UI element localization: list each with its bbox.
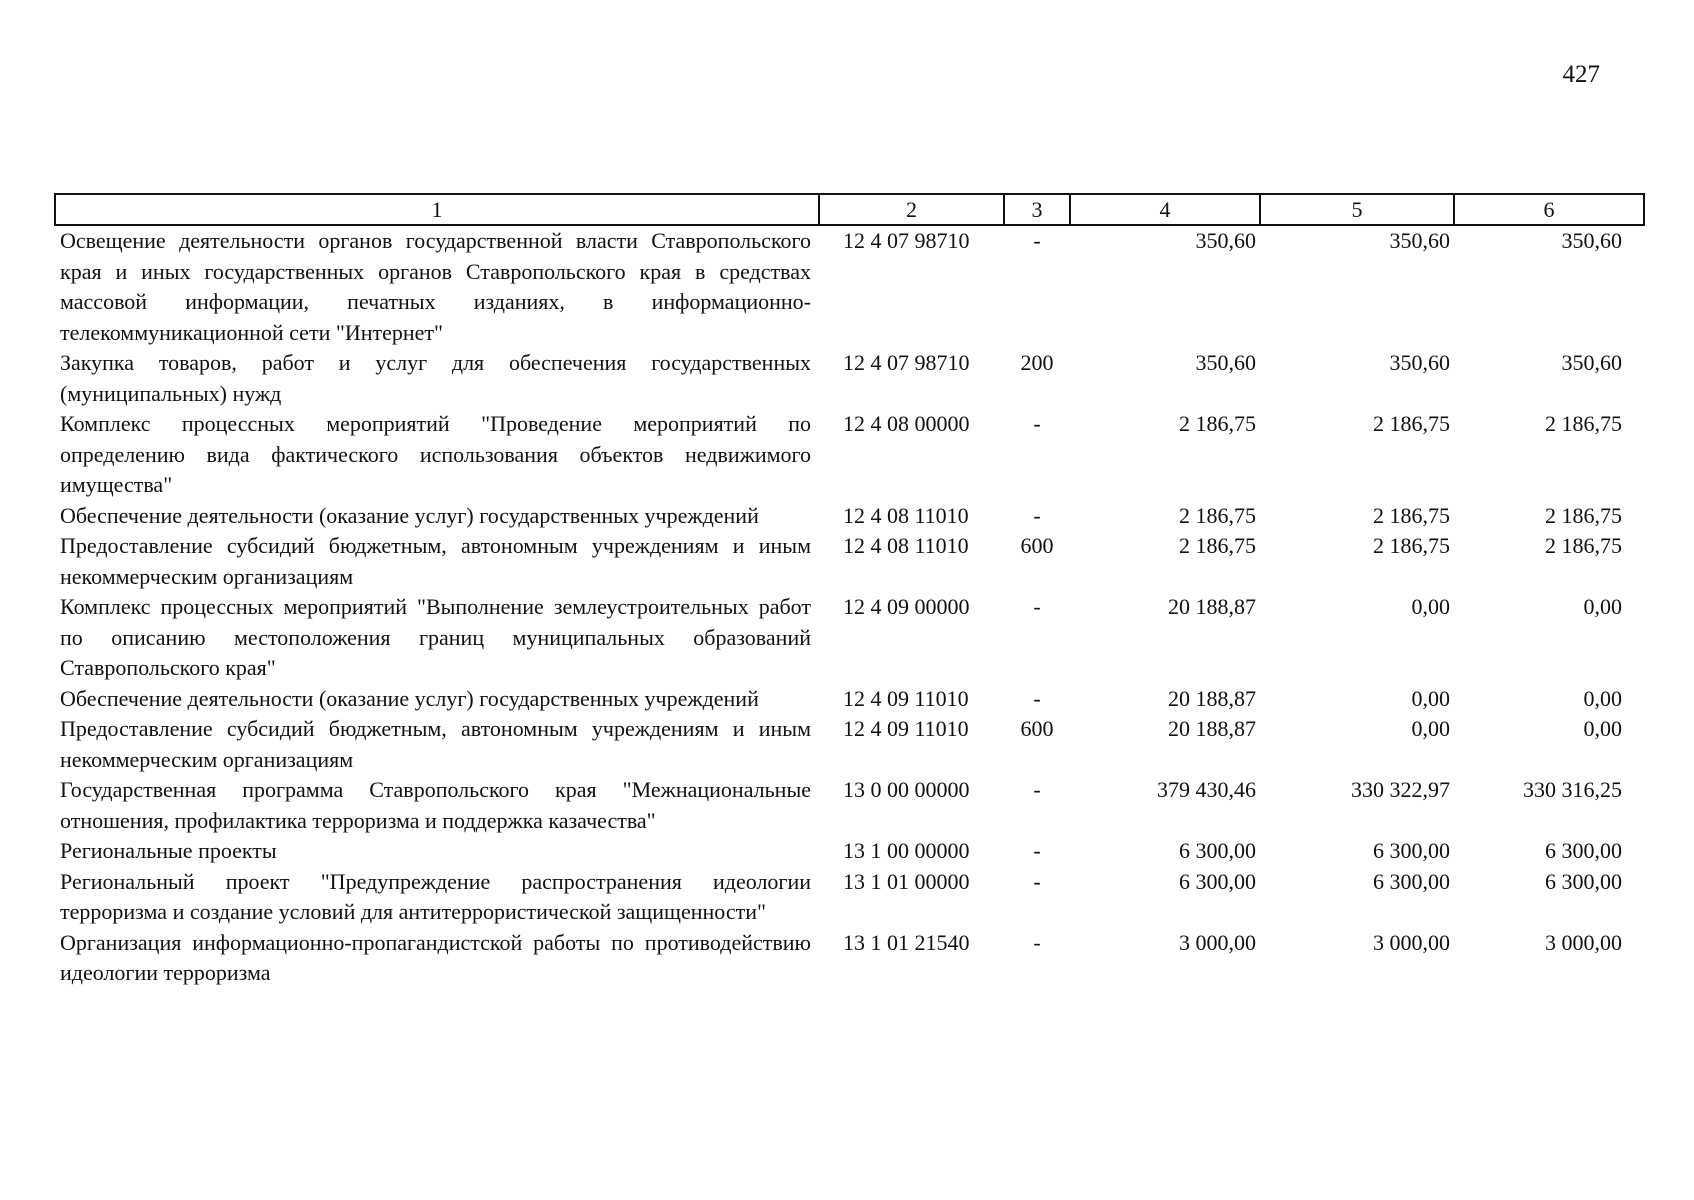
- table-row: [55, 775, 1644, 836]
- row-amount-col5: 2 186,75: [1373, 411, 1450, 436]
- row-amount-col4: 2 186,75: [1179, 411, 1256, 436]
- row-amount-col6: 2 186,75: [1545, 411, 1622, 436]
- row-amount-col6: 6 300,00: [1545, 868, 1622, 894]
- row-name: Освещение деятельности органов государственной власти Ставропольского края и иных государственных органов Ставропольского края в средствах массовой информации, печатных изданиях, в информационно-телекоммуникационной сети "Интернет": [60, 228, 811, 345]
- table-row: [55, 225, 1644, 348]
- row-code: 12 4 09 11010: [843, 716, 969, 741]
- row-amount-col4: 6 300,00: [1179, 868, 1256, 894]
- row-amount-col4: 379 430,46: [1157, 777, 1256, 802]
- table-row: [55, 684, 1644, 715]
- row-code: 12 4 09 11010: [843, 685, 969, 711]
- row-expense-type: -: [1033, 929, 1041, 955]
- row-amount-col5: 0,00: [1411, 594, 1450, 619]
- row-code: 13 1 01 21540: [843, 929, 970, 955]
- row-code: 12 4 09 00000: [843, 594, 970, 619]
- row-amount-col4: 350,60: [1195, 228, 1256, 253]
- row-name: Обеспечение деятельности (оказание услуг) государственных учреждений: [60, 685, 759, 711]
- row-expense-type: -: [1033, 228, 1041, 253]
- row-code: 12 4 08 00000: [843, 411, 970, 436]
- table-header: [55, 194, 1644, 225]
- table-row: [55, 592, 1644, 684]
- row-expense-type: 600: [1020, 533, 1054, 558]
- row-name: Региональные проекты: [60, 838, 277, 863]
- row-amount-col5: 330 322,97: [1351, 777, 1450, 802]
- table-row: [55, 531, 1644, 592]
- row-amount-col6: 6 300,00: [1545, 838, 1622, 863]
- row-name: Предоставление субсидий бюджетным, автономным учреждениям и иным некоммерческим организациям: [60, 533, 811, 589]
- row-name: Предоставление субсидий бюджетным, автономным учреждениям и иным некоммерческим организациям: [60, 716, 811, 772]
- row-amount-col5: 2 186,75: [1373, 533, 1450, 558]
- row-expense-type: -: [1033, 502, 1041, 528]
- row-amount-col5: 6 300,00: [1373, 868, 1450, 894]
- row-amount-col4: 2 186,75: [1179, 533, 1256, 558]
- row-code: 13 1 00 00000: [843, 838, 970, 863]
- row-expense-type: -: [1033, 838, 1041, 863]
- row-amount-col4: 6 300,00: [1179, 838, 1256, 863]
- row-amount-col5: 0,00: [1411, 716, 1450, 741]
- column-header-4: 4: [1070, 194, 1260, 225]
- column-header-6: 6: [1454, 194, 1644, 225]
- row-expense-type: -: [1033, 868, 1041, 894]
- budget-table: [54, 193, 1645, 989]
- row-amount-col5: 0,00: [1411, 685, 1450, 711]
- column-header-2: 2: [819, 194, 1004, 225]
- row-code: 12 4 07 98710: [843, 350, 970, 375]
- row-amount-col4: 20 188,87: [1168, 685, 1256, 711]
- table-row: [55, 714, 1644, 775]
- row-amount-col6: 0,00: [1583, 716, 1622, 741]
- table-row: [55, 836, 1644, 867]
- row-amount-col4: 20 188,87: [1168, 716, 1256, 741]
- row-expense-type: -: [1033, 594, 1041, 619]
- row-amount-col5: 350,60: [1389, 350, 1450, 375]
- row-amount-col6: 0,00: [1583, 685, 1622, 711]
- row-name: Обеспечение деятельности (оказание услуг) государственных учреждений: [60, 502, 759, 528]
- row-amount-col4: 20 188,87: [1168, 594, 1256, 619]
- row-amount-col5: 3 000,00: [1373, 929, 1450, 955]
- column-header-3: 3: [1004, 194, 1070, 225]
- row-code: 13 1 01 00000: [843, 868, 970, 894]
- row-expense-type: -: [1033, 411, 1041, 436]
- row-amount-col4: 350,60: [1195, 350, 1256, 375]
- row-amount-col6: 2 186,75: [1545, 502, 1622, 528]
- table-row: [55, 928, 1644, 989]
- page-number: 427: [1562, 61, 1600, 88]
- row-amount-col5: 2 186,75: [1373, 502, 1450, 528]
- row-amount-col6: 3 000,00: [1545, 929, 1622, 955]
- table-row: [55, 867, 1644, 928]
- row-code: 13 0 00 00000: [843, 777, 970, 802]
- row-code: 12 4 08 11010: [843, 502, 969, 528]
- table-row: [55, 501, 1644, 532]
- row-code: 12 4 07 98710: [843, 228, 970, 253]
- column-header-1: 1: [55, 194, 819, 225]
- row-name: Региональный проект "Предупреждение распространения идеологии терроризма и создание условий для антитеррористической защищенности": [60, 868, 811, 924]
- table-row: [55, 409, 1644, 501]
- row-name: Закупка товаров, работ и услуг для обеспечения государственных (муниципальных) нужд: [60, 350, 811, 406]
- row-amount-col6: 0,00: [1583, 594, 1622, 619]
- row-expense-type: 200: [1020, 350, 1054, 375]
- row-amount-col4: 2 186,75: [1179, 502, 1256, 528]
- row-amount-col5: 6 300,00: [1373, 838, 1450, 863]
- row-name: Комплекс процессных мероприятий "Проведение мероприятий по определению вида фактического использования объектов недвижимого имущества": [60, 411, 811, 497]
- row-code: 12 4 08 11010: [843, 533, 969, 558]
- row-expense-type: -: [1033, 685, 1041, 711]
- row-amount-col6: 350,60: [1561, 350, 1622, 375]
- table-row: [55, 348, 1644, 409]
- row-amount-col4: 3 000,00: [1179, 929, 1256, 955]
- row-name: Комплекс процессных мероприятий "Выполнение землеустроительных работ по описанию местоположения границ муниципальных образований Ставропольского края": [60, 594, 811, 680]
- row-amount-col6: 2 186,75: [1545, 533, 1622, 558]
- header-row: [55, 194, 1644, 225]
- row-name: Организация информационно-пропагандистской работы по противодействию идеологии терроризма: [60, 929, 811, 985]
- row-amount-col5: 350,60: [1389, 228, 1450, 253]
- column-header-5: 5: [1260, 194, 1454, 225]
- row-amount-col6: 330 316,25: [1523, 777, 1622, 802]
- row-expense-type: 600: [1020, 716, 1054, 741]
- row-expense-type: -: [1033, 777, 1041, 802]
- table-body: [55, 225, 1644, 989]
- row-name: Государственная программа Ставропольского края "Межнациональные отношения, профилактика терроризма и поддержка казачества": [60, 777, 811, 833]
- row-amount-col6: 350,60: [1561, 228, 1622, 253]
